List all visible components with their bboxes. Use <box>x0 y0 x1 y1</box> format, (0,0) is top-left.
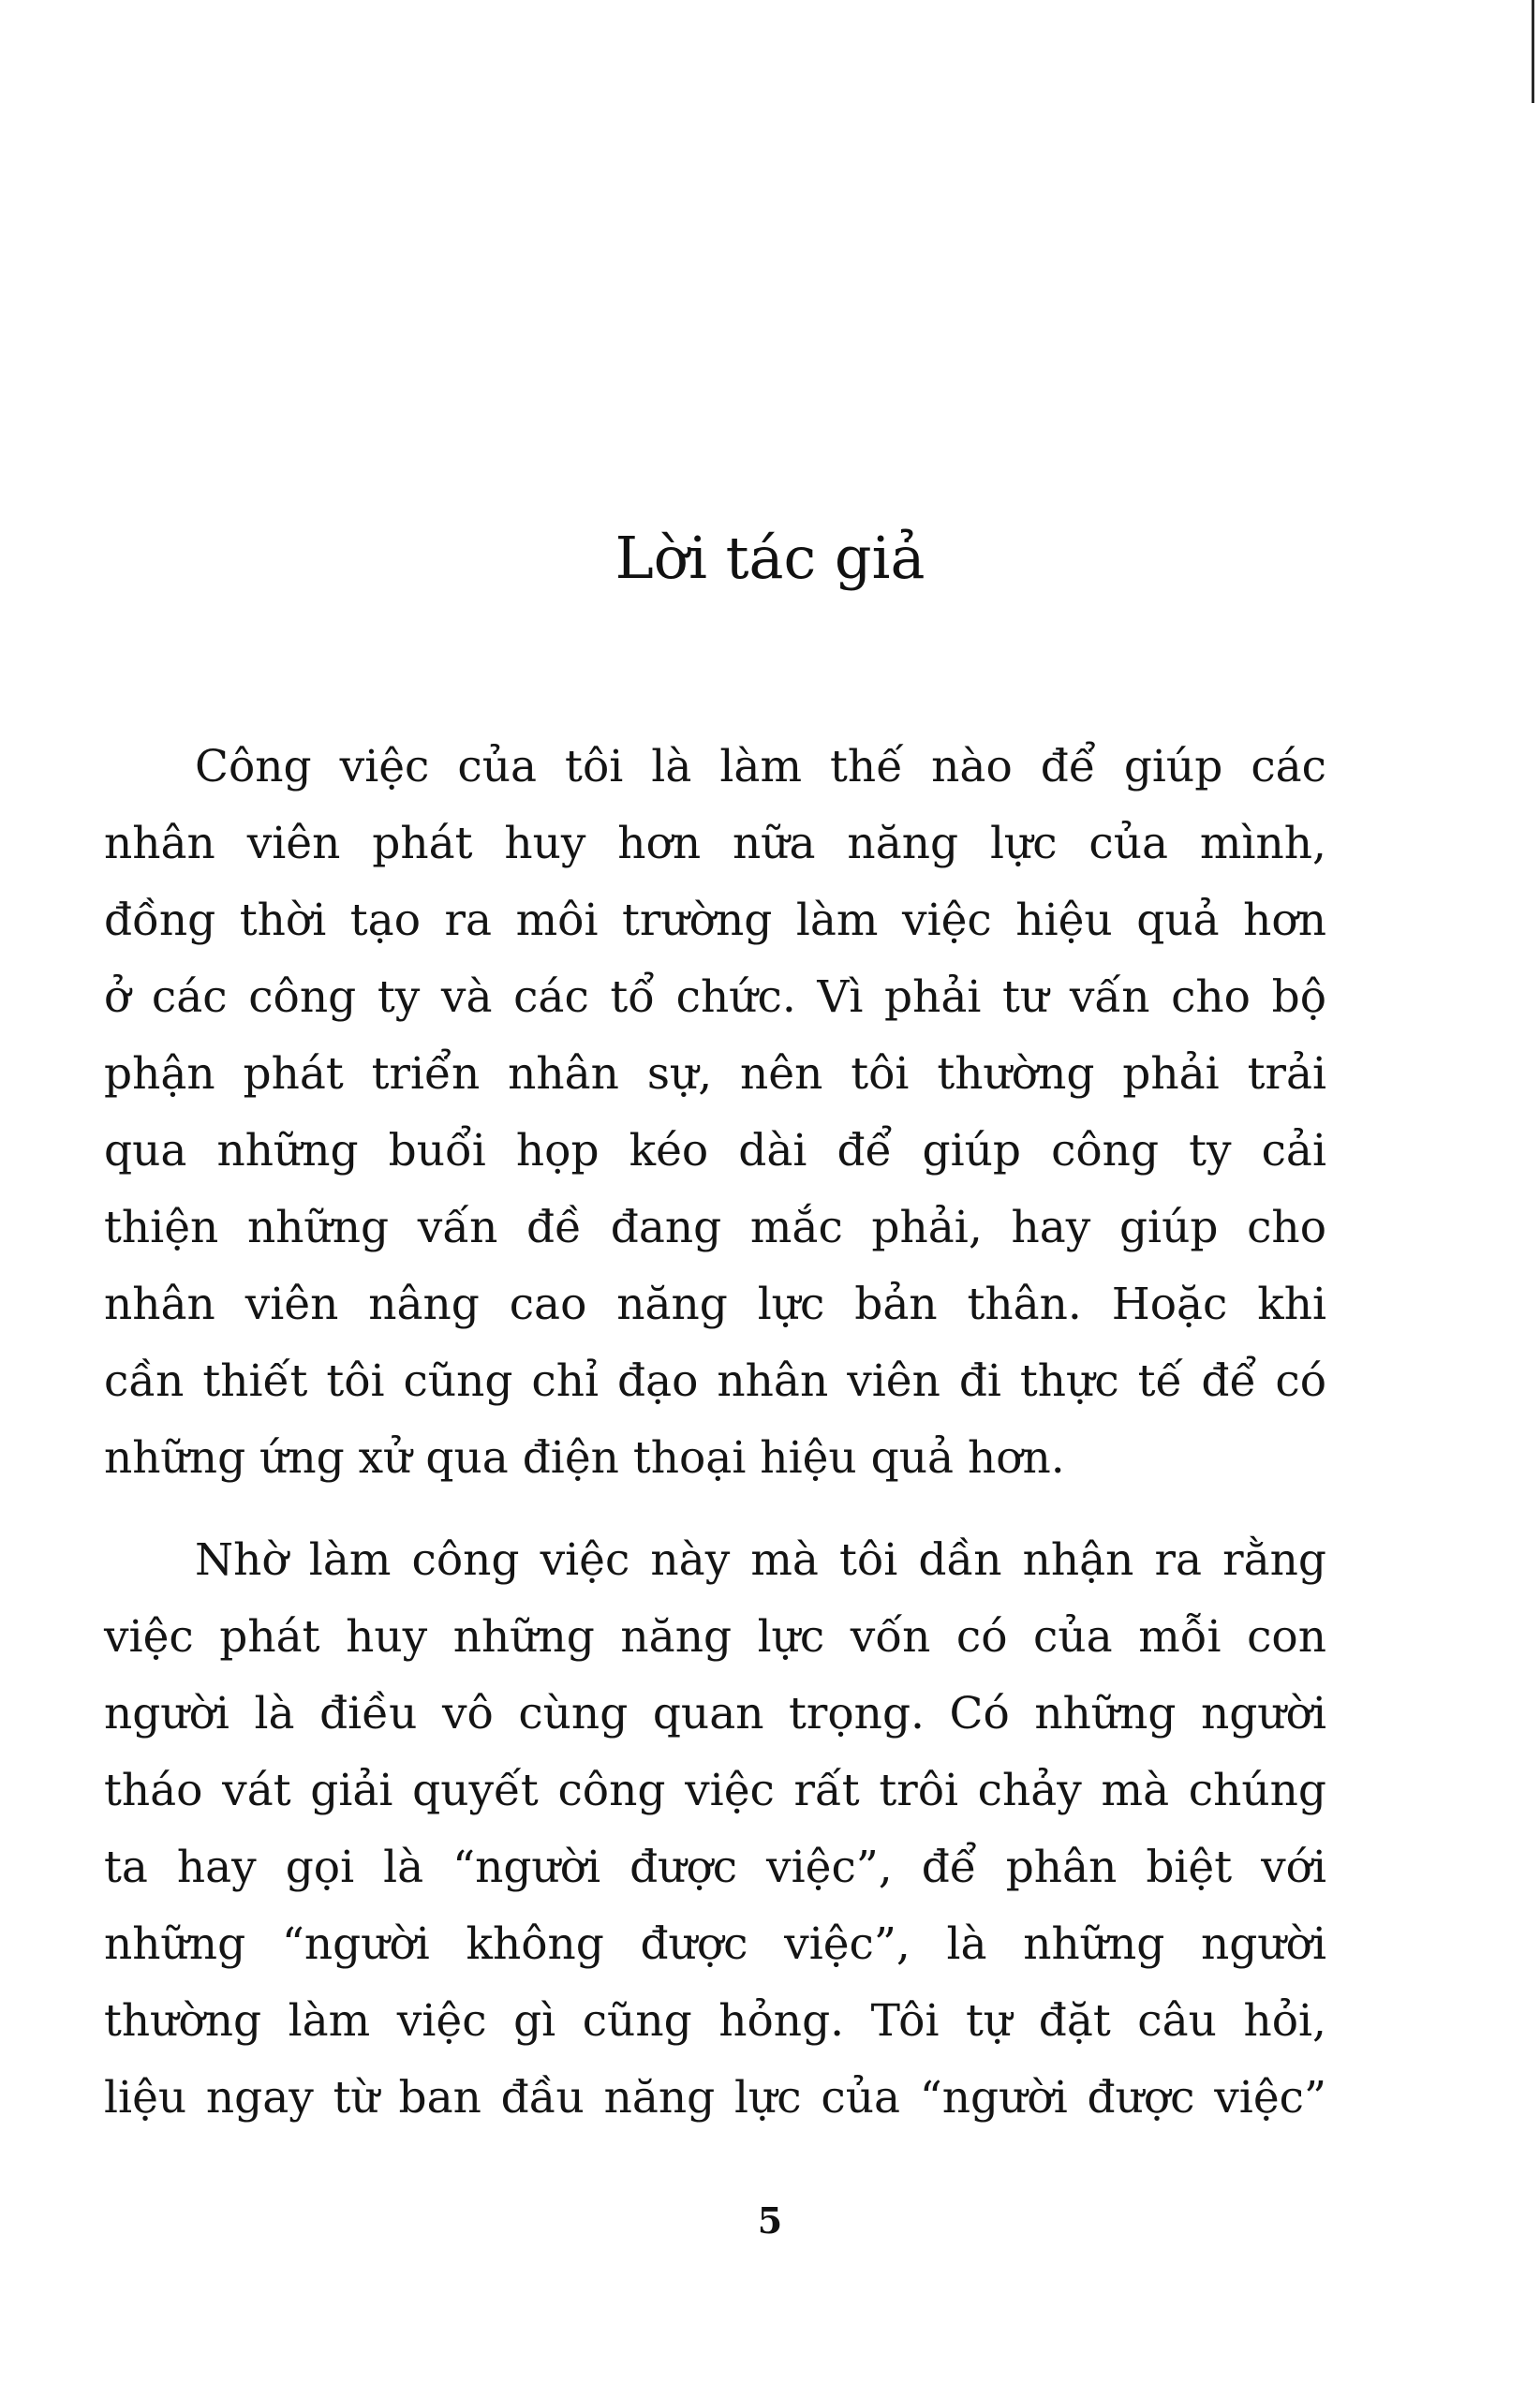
body-text <box>104 729 1326 2162</box>
text-line: qua những buổi họp kéo dài để giúp công ty cải <box>104 1125 1326 1177</box>
text-line: Công việc của tôi là làm thế nào để giúp các <box>195 741 1326 792</box>
text-line: tháo vát giải quyết công việc rất trôi chảy mà chúng <box>104 1765 1326 1816</box>
text-line: nhân viên nâng cao năng lực bản thân. Hoặc khi <box>104 1279 1326 1330</box>
text-line: cần thiết tôi cũng chỉ đạo nhân viên đi thực tế để có <box>104 1355 1326 1407</box>
page-edge-line <box>1532 0 1534 103</box>
text-line: thiện những vấn đề đang mắc phải, hay giúp cho <box>104 1202 1326 1253</box>
page-number: 5 <box>757 2199 783 2242</box>
paragraph <box>104 1522 1326 2137</box>
text-line: những ứng xử qua điện thoại hiệu quả hơn. <box>104 1432 1065 1484</box>
text-line: ta hay gọi là “người được việc”, để phân biệt với <box>104 1842 1326 1893</box>
text-line: thường làm việc gì cũng hỏng. Tôi tự đặt câu hỏi, <box>104 1995 1326 2047</box>
text-line: liệu ngay từ ban đầu năng lực của “người được việc” <box>104 2072 1326 2124</box>
text-line: nhân viên phát huy hơn nữa năng lực của mình, <box>104 818 1326 869</box>
paragraph <box>104 729 1326 1497</box>
text-line: người là điều vô cùng quan trọng. Có những người <box>104 1688 1326 1739</box>
text-line: Nhờ làm công việc này mà tôi dần nhận ra rằng <box>195 1534 1326 1586</box>
text-line: việc phát huy những năng lực vốn có của mỗi con <box>104 1611 1326 1663</box>
text-line: những “người không được việc”, là những người <box>104 1918 1326 1970</box>
chapter-title: Lời tác giả <box>615 524 925 592</box>
text-line: phận phát triển nhân sự, nên tôi thường phải trải <box>104 1048 1326 1100</box>
text-line: ở các công ty và các tổ chức. Vì phải tư vấn cho bộ <box>104 971 1326 1023</box>
text-line: đồng thời tạo ra môi trường làm việc hiệu quả hơn <box>104 895 1326 946</box>
